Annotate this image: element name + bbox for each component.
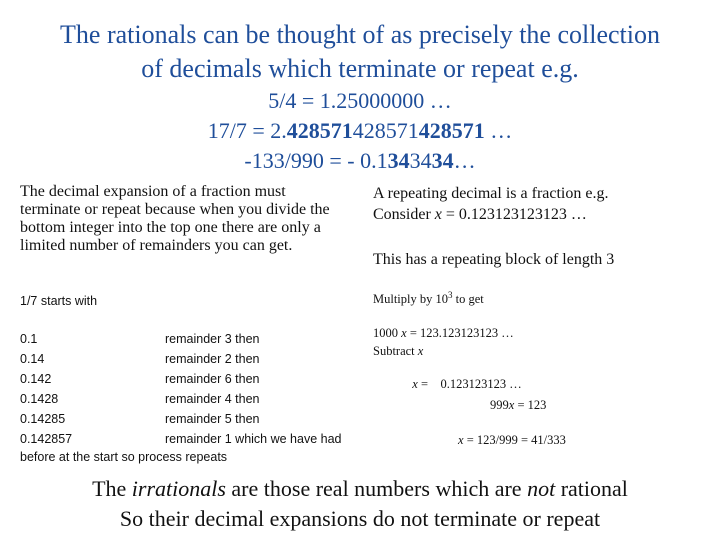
- decimal-row-5: 0.14285: [20, 412, 66, 426]
- remainder-row-5: remainder 5 then: [165, 412, 260, 426]
- multiply-exponent: 3: [448, 290, 453, 300]
- var-x-3: x: [417, 344, 424, 358]
- subtract-label: Subtract: [373, 344, 418, 358]
- repeat-block-plain-2: 34: [409, 148, 432, 173]
- multiply-prefix: Multiply by 10: [373, 292, 449, 307]
- example-17-7: [0, 116, 720, 145]
- remainder-row-3: remainder 6 then: [165, 372, 260, 386]
- equation-x: [406, 362, 522, 392]
- remainder-row-2: remainder 2 then: [165, 352, 260, 366]
- bottom-pre: The: [92, 476, 132, 501]
- equation-result: [458, 433, 566, 448]
- consider-value: = 0.123123123123 …: [441, 206, 587, 223]
- decimal-row-6: 0.142857: [20, 432, 73, 446]
- remainder-continuation: before at the start so process repeats: [20, 450, 228, 464]
- title-line-1: The rationals can be thought of as precisely the collection: [60, 20, 660, 49]
- irrationals-line-2: So their decimal expansions do not terminate or repeat: [119, 506, 601, 531]
- repeat-block-bold-3: 34: [387, 148, 410, 173]
- eq2-value: = 0.123123123 …: [417, 377, 522, 391]
- eq3-coef: 999: [490, 398, 509, 412]
- example-5-4: 5/4 = 1.25000000 …: [268, 88, 452, 113]
- var-x-6: x: [458, 433, 464, 447]
- repeat-block-plain: 428571: [352, 118, 419, 143]
- multiply-suffix: to get: [452, 292, 484, 307]
- decimal-row-3: 0.142: [20, 372, 52, 386]
- decimal-row-1: 0.1: [20, 332, 38, 346]
- eq1-value: = 123.123123123 …: [406, 326, 514, 340]
- title-line-2: of decimals which terminate or repeat e.g.: [141, 54, 579, 83]
- example-133-990-prefix: -133/990 = - 0.1: [244, 148, 388, 173]
- not-word: not: [527, 476, 556, 501]
- irrationals-word: irrationals: [131, 476, 226, 501]
- remainder-row-1: remainder 3 then: [165, 332, 260, 346]
- remainder-row-4: remainder 4 then: [165, 392, 260, 406]
- decimal-row-2: 0.14: [20, 352, 45, 366]
- eq3-value: = 123: [514, 398, 547, 412]
- var-x-1: x: [434, 206, 442, 223]
- subtract-line: [373, 344, 423, 359]
- consider-prefix: Consider: [373, 206, 435, 223]
- consider-line: [373, 205, 587, 225]
- remainder-row-6: remainder 1 which we have had: [165, 432, 342, 446]
- starts-with-label: 1/7 starts with: [20, 294, 98, 308]
- remainder-explanation: The decimal expansion of a fraction must terminate or repeat because when you divide the bottom integer into the top one there are only a limited number of remainders you can get.: [20, 183, 330, 254]
- var-x-2: x: [401, 326, 407, 340]
- decimal-row-4: 0.1428: [20, 392, 59, 406]
- irrationals-line-1: [0, 474, 720, 504]
- block-length-line: This has a repeating block of length 3: [373, 251, 615, 268]
- eq1-coef: 1000: [373, 326, 402, 340]
- var-x-5: x: [508, 398, 515, 412]
- example-17-7-prefix: 17/7 = 2.: [207, 118, 287, 143]
- equation-1000x: [373, 326, 514, 341]
- multiply-line: [373, 290, 484, 307]
- bottom-mid: are those real numbers which are: [225, 476, 528, 501]
- repeat-block-bold-1: 428571: [286, 118, 353, 143]
- repeating-intro: A repeating decimal is a fraction e.g.: [373, 185, 609, 202]
- eq4-value: = 123/999 = 41/333: [463, 433, 566, 447]
- var-x-4: x: [412, 377, 418, 391]
- example-17-7-suffix: …: [484, 118, 513, 143]
- equation-999x: [490, 398, 546, 413]
- repeat-block-bold-4: 34: [431, 148, 454, 173]
- example-133-990-suffix: …: [453, 148, 476, 173]
- example-133-990: [0, 146, 720, 175]
- repeat-block-bold-2: 428571: [418, 118, 485, 143]
- bottom-post: rational: [555, 476, 628, 501]
